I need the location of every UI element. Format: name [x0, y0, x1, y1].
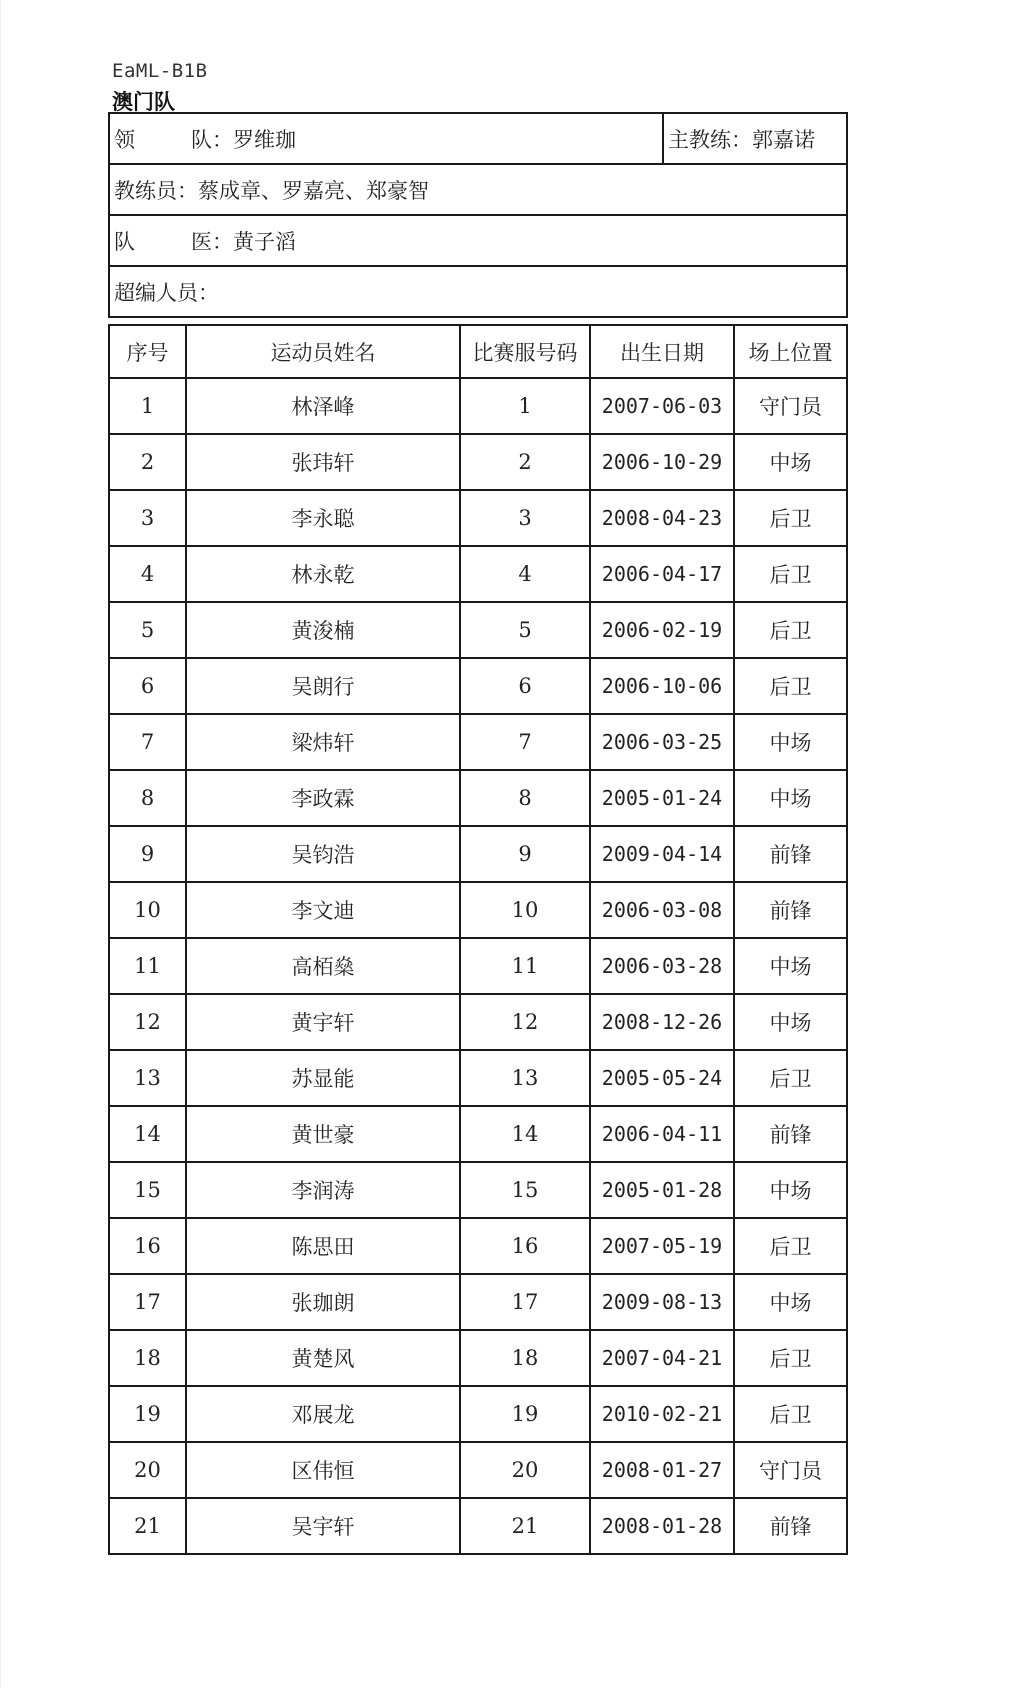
- shirt-number: 20: [460, 1442, 590, 1498]
- head-coach-cell: [663, 113, 847, 164]
- birth-date: 2006-10-06: [590, 658, 734, 714]
- row-index: 15: [109, 1162, 186, 1218]
- player-name: 陈思田: [186, 1218, 460, 1274]
- field-position: 守门员: [734, 1442, 847, 1498]
- table-row: [109, 994, 847, 1050]
- birth-date: 2006-04-17: [590, 546, 734, 602]
- birth-date: 2009-08-13: [590, 1274, 734, 1330]
- table-row: [109, 602, 847, 658]
- field-position: 后卫: [734, 1330, 847, 1386]
- coaches-names: 蔡成章、罗嘉亮、郑豪智: [198, 178, 429, 203]
- doctor-row: [109, 215, 847, 266]
- header-birth-date: 出生日期: [590, 325, 734, 378]
- row-index: 5: [109, 602, 186, 658]
- player-name: 邓展龙: [186, 1386, 460, 1442]
- field-position: 中场: [734, 938, 847, 994]
- field-position: 后卫: [734, 1218, 847, 1274]
- extra-staff-label: 超编人员：: [114, 280, 219, 305]
- row-index: 9: [109, 826, 186, 882]
- birth-date: 2009-04-14: [590, 826, 734, 882]
- row-index: 3: [109, 490, 186, 546]
- doctor-label-second: 医：: [191, 229, 233, 254]
- shirt-number: 5: [460, 602, 590, 658]
- player-name: 李政霖: [186, 770, 460, 826]
- row-index: 12: [109, 994, 186, 1050]
- birth-date: 2006-03-28: [590, 938, 734, 994]
- player-name: 李文迪: [186, 882, 460, 938]
- table-row: [109, 1498, 847, 1554]
- birth-date: 2007-06-03: [590, 378, 734, 434]
- roster-header-row: [109, 325, 847, 378]
- table-row: [109, 826, 847, 882]
- staff-info-table: [108, 112, 848, 318]
- row-index: 2: [109, 434, 186, 490]
- table-row: [109, 938, 847, 994]
- field-position: 前锋: [734, 882, 847, 938]
- table-row: [109, 714, 847, 770]
- table-row: [109, 770, 847, 826]
- table-row: [109, 490, 847, 546]
- birth-date: 2005-01-24: [590, 770, 734, 826]
- coaches-cell: [109, 164, 847, 215]
- birth-date: 2010-02-21: [590, 1386, 734, 1442]
- birth-date: 2006-03-25: [590, 714, 734, 770]
- field-position: 守门员: [734, 378, 847, 434]
- shirt-number: 17: [460, 1274, 590, 1330]
- row-index: 16: [109, 1218, 186, 1274]
- table-row: [109, 882, 847, 938]
- table-row: [109, 1050, 847, 1106]
- birth-date: 2008-01-28: [590, 1498, 734, 1554]
- extra-staff-row: [109, 266, 847, 317]
- row-index: 11: [109, 938, 186, 994]
- row-index: 20: [109, 1442, 186, 1498]
- shirt-number: 6: [460, 658, 590, 714]
- player-name: 吴宇轩: [186, 1498, 460, 1554]
- shirt-number: 8: [460, 770, 590, 826]
- extra-staff-cell: [109, 266, 847, 317]
- player-name: 黄浚楠: [186, 602, 460, 658]
- row-index: 6: [109, 658, 186, 714]
- birth-date: 2006-03-08: [590, 882, 734, 938]
- birth-date: 2006-10-29: [590, 434, 734, 490]
- leader-label-first: 领: [114, 127, 135, 152]
- player-name: 梁炜轩: [186, 714, 460, 770]
- header-index: 序号: [109, 325, 186, 378]
- row-index: 21: [109, 1498, 186, 1554]
- table-row: [109, 1218, 847, 1274]
- field-position: 前锋: [734, 1106, 847, 1162]
- birth-date: 2007-04-21: [590, 1330, 734, 1386]
- field-position: 后卫: [734, 1386, 847, 1442]
- document-code: EaML-B1B: [112, 60, 208, 82]
- player-name: 高栢燊: [186, 938, 460, 994]
- table-row: [109, 1442, 847, 1498]
- player-name: 张珈朗: [186, 1274, 460, 1330]
- team-name-heading: 澳门队: [112, 90, 175, 114]
- roster-body: [109, 378, 847, 1554]
- row-index: 4: [109, 546, 186, 602]
- table-row: [109, 658, 847, 714]
- shirt-number: 18: [460, 1330, 590, 1386]
- table-row: [109, 434, 847, 490]
- birth-date: 2008-12-26: [590, 994, 734, 1050]
- table-row: [109, 546, 847, 602]
- coaches-row: [109, 164, 847, 215]
- shirt-number: 9: [460, 826, 590, 882]
- field-position: 后卫: [734, 1050, 847, 1106]
- birth-date: 2008-01-27: [590, 1442, 734, 1498]
- doctor-cell: [109, 215, 847, 266]
- shirt-number: 13: [460, 1050, 590, 1106]
- row-index: 10: [109, 882, 186, 938]
- field-position: 后卫: [734, 602, 847, 658]
- player-name: 林永乾: [186, 546, 460, 602]
- doctor-name: 黄子滔: [233, 229, 296, 254]
- head-coach-name: 郭嘉诺: [752, 127, 815, 152]
- field-position: 后卫: [734, 490, 847, 546]
- header-shirt-number: 比赛服号码: [460, 325, 590, 378]
- field-position: 后卫: [734, 658, 847, 714]
- table-row: [109, 1330, 847, 1386]
- player-name: 李润涛: [186, 1162, 460, 1218]
- shirt-number: 4: [460, 546, 590, 602]
- player-name: 李永聪: [186, 490, 460, 546]
- shirt-number: 11: [460, 938, 590, 994]
- row-index: 7: [109, 714, 186, 770]
- row-index: 17: [109, 1274, 186, 1330]
- leader-cell: [109, 113, 663, 164]
- player-name: 张玮轩: [186, 434, 460, 490]
- table-row: [109, 1386, 847, 1442]
- shirt-number: 1: [460, 378, 590, 434]
- player-name: 苏显能: [186, 1050, 460, 1106]
- shirt-number: 3: [460, 490, 590, 546]
- row-index: 8: [109, 770, 186, 826]
- coaches-label: 教练员：: [114, 178, 198, 203]
- birth-date: 2005-05-24: [590, 1050, 734, 1106]
- doctor-label-first: 队: [114, 229, 135, 254]
- player-name: 区伟恒: [186, 1442, 460, 1498]
- leader-name: 罗维珈: [233, 127, 296, 152]
- birth-date: 2005-01-28: [590, 1162, 734, 1218]
- birth-date: 2006-02-19: [590, 602, 734, 658]
- player-name: 黄宇轩: [186, 994, 460, 1050]
- row-index: 13: [109, 1050, 186, 1106]
- field-position: 前锋: [734, 1498, 847, 1554]
- player-name: 黄楚风: [186, 1330, 460, 1386]
- table-row: [109, 378, 847, 434]
- leader-label-second: 队：: [191, 127, 233, 152]
- player-roster-table: [108, 324, 848, 1555]
- shirt-number: 21: [460, 1498, 590, 1554]
- player-name: 吴钧浩: [186, 826, 460, 882]
- field-position: 前锋: [734, 826, 847, 882]
- field-position: 中场: [734, 434, 847, 490]
- leader-row: [109, 113, 847, 164]
- table-row: [109, 1274, 847, 1330]
- shirt-number: 15: [460, 1162, 590, 1218]
- player-name: 黄世豪: [186, 1106, 460, 1162]
- birth-date: 2008-04-23: [590, 490, 734, 546]
- header-position: 场上位置: [734, 325, 847, 378]
- shirt-number: 10: [460, 882, 590, 938]
- player-name: 林泽峰: [186, 378, 460, 434]
- birth-date: 2006-04-11: [590, 1106, 734, 1162]
- row-index: 1: [109, 378, 186, 434]
- shirt-number: 16: [460, 1218, 590, 1274]
- shirt-number: 2: [460, 434, 590, 490]
- player-name: 吴朗行: [186, 658, 460, 714]
- row-index: 18: [109, 1330, 186, 1386]
- table-row: [109, 1162, 847, 1218]
- field-position: 后卫: [734, 546, 847, 602]
- shirt-number: 14: [460, 1106, 590, 1162]
- header-player-name: 运动员姓名: [186, 325, 460, 378]
- shirt-number: 12: [460, 994, 590, 1050]
- field-position: 中场: [734, 1162, 847, 1218]
- field-position: 中场: [734, 770, 847, 826]
- row-index: 19: [109, 1386, 186, 1442]
- field-position: 中场: [734, 714, 847, 770]
- head-coach-label: 主教练：: [668, 127, 752, 152]
- birth-date: 2007-05-19: [590, 1218, 734, 1274]
- field-position: 中场: [734, 994, 847, 1050]
- shirt-number: 7: [460, 714, 590, 770]
- table-row: [109, 1106, 847, 1162]
- shirt-number: 19: [460, 1386, 590, 1442]
- field-position: 中场: [734, 1274, 847, 1330]
- row-index: 14: [109, 1106, 186, 1162]
